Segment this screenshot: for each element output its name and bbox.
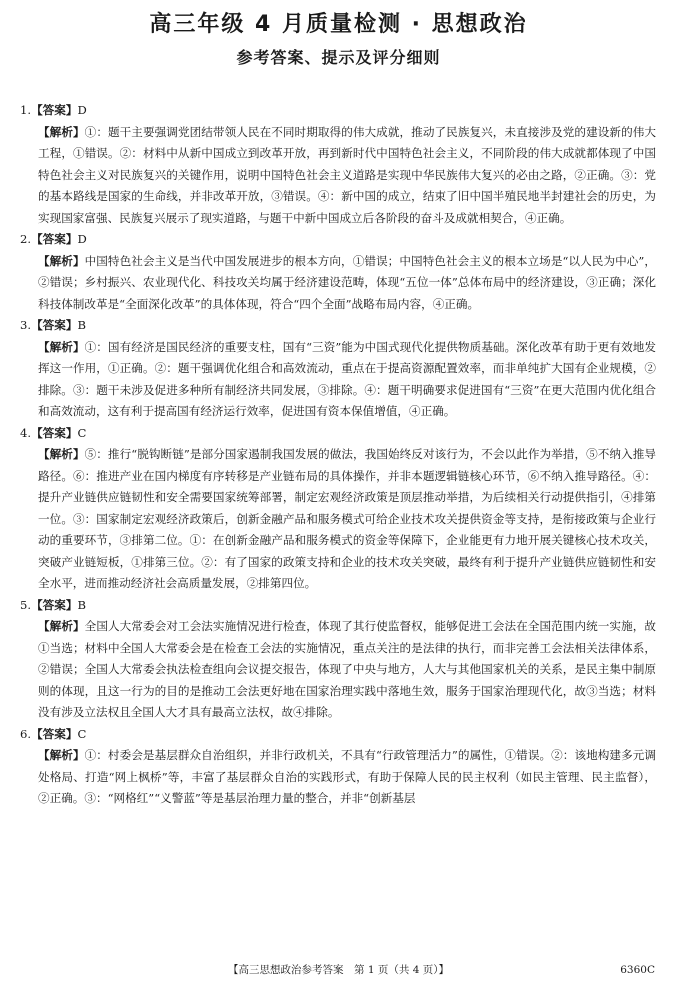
analysis-paragraph xyxy=(20,337,656,423)
answer-value: B xyxy=(77,318,86,332)
question-2 xyxy=(20,229,656,315)
page-footer: 【高三思想政治参考答案 第 1 页（共 4 页）】 xyxy=(228,964,449,976)
answer-tag: 【答案】 xyxy=(31,318,78,332)
question-5 xyxy=(20,595,656,724)
answer-line xyxy=(20,724,656,746)
answer-line xyxy=(20,315,656,337)
question-number: 5. xyxy=(20,597,32,612)
answer-tag: 【答案】 xyxy=(31,425,78,440)
analysis-tag: 【解析】 xyxy=(38,748,85,762)
answer-tag: 【答案】 xyxy=(31,597,78,612)
question-6 xyxy=(20,724,656,810)
answer-value: C xyxy=(77,425,87,440)
analysis-text: 全国人大常委会对工会法实施情况进行检查，体现了其行使监督权，能够促进工会法在全国范围内统一实施，故①当选；材料中全国人大常委会是在检查工会法的实施情况，重点关注的是法律的执行，而非完善工会法相关法律体系，②错误；全国人大常委会执法检查组向会议提交报告，体现了中央与地方，人大与其他国家机关的关系，是民主集中制原则的体现，且这一行为的目的是推动工会法更好地在国家治理实践中落地生效，服务于国家治理现代化，故③当选；材料没有涉及立法权且全国人大才具有最高立法权，故④排除。 xyxy=(38,619,656,719)
answer-tag: 【答案】 xyxy=(31,726,78,741)
page-subtitle: 参考答案、提示及评分细则 xyxy=(236,48,441,67)
analysis-paragraph xyxy=(20,122,656,230)
answer-line xyxy=(20,100,656,122)
analysis-tag: 【解析】 xyxy=(38,253,85,268)
question-number: 4. xyxy=(20,425,32,440)
analysis-paragraph xyxy=(20,616,656,724)
answer-line xyxy=(20,229,656,251)
analysis-tag: 【解析】 xyxy=(38,124,85,139)
answer-value: D xyxy=(77,232,87,246)
question-number: 2. xyxy=(20,232,32,246)
analysis-text: 中国特色社会主义是当代中国发展进步的根本方向，①错误；中国特色社会主义的根本立场是“以人民为中心”，②错误；乡村振兴、农业现代化、科技攻关均属于经济建设范畴，体现“五位一体”总体布局中的经济建设，③正确；深化科技体制改革是“全面深化改革”的具体体现，符合“四个全面”战略布局内容，④正确。 xyxy=(38,253,656,311)
analysis-text: ①：题干主要强调党团结带领人民在不同时期取得的伟大成就，推动了民族复兴，未直接涉及党的建设新的伟大工程，①错误。②：材料中从新中国成立到改革开放，再到新时代中国特色社会主义，不同阶段的伟大成就都体现了中国特色社会主义对民族复兴的关键作用，说明中国特色社会主义道路是实现中华民族伟大复兴的必由之路，②正确。③：党的基本路线是国家的生命线，并非改革开放，③错误。④：新中国的成立，结束了旧中国半殖民地半封建社会的历史，为实现国家富强、民族复兴展示了现实道路，与题干中新中国成立后各阶段的奋斗及成就相契合，④正确。 xyxy=(38,124,656,225)
answer-value: B xyxy=(77,597,86,612)
question-number: 3. xyxy=(20,318,32,332)
question-1 xyxy=(20,100,656,229)
analysis-tag: 【解析】 xyxy=(38,619,85,633)
analysis-text: ①：国有经济是国民经济的重要支柱，国有“三资”能为中国式现代化提供物质基础。深化改革有助于更有效地发挥这一作用，①正确。②：题干强调优化组合和高效流动，重点在于提高资源配置效率，而非单纯扩大国有企业规模，②排除。③：题干未涉及促进多种所有制经济共同发展，③排除。④：题干明确要求促进国有“三资”在更大范围内优化组合和高效流动，这有利于提高国有经济运行效率，促进国有资本保值增值，④正确。 xyxy=(38,339,656,418)
analysis-paragraph xyxy=(20,444,656,595)
question-4 xyxy=(20,423,656,595)
question-3 xyxy=(20,315,656,423)
answer-line xyxy=(20,595,656,617)
analysis-paragraph xyxy=(20,745,656,810)
analysis-tag: 【解析】 xyxy=(38,339,85,354)
answer-value: C xyxy=(77,726,87,741)
answer-content xyxy=(20,100,656,810)
analysis-text: ①：村委会是基层群众自治组织，并非行政机关，不具有“行政管理活力”的属性，①错误。②：该地构建多元调处格局、打造“网上枫桥”等，丰富了基层群众自治的实践形式，有助于保障人民的民主权利（如民主管理、民主监督），②正确。③：“网格红”“义警蓝”等是基层治理力量的整合，并非“创新基层 xyxy=(38,748,656,805)
answer-value: D xyxy=(77,103,87,117)
answer-line xyxy=(20,423,656,445)
answer-tag: 【答案】 xyxy=(31,232,78,246)
document-code: 6360C xyxy=(620,964,655,976)
question-number: 6. xyxy=(20,726,32,741)
page-title: 高三年级 4 月质量检测 · 思想政治 xyxy=(149,12,528,37)
analysis-text: ⑤：推行“脱钩断链”是部分国家遏制我国发展的做法，我国始终反对该行为，不会以此作为举措，⑤不纳入推导路径。⑥：推进产业在国内梯度有序转移是产业链布局的具体操作，并非本题逻辑链核心环节，⑥不纳入推导路径。④：提升产业链供应链韧性和安全需要国家统筹部署，制定宏观经济政策是顶层推动举措，为后续相关行动提供指引，④排第一位。③：国家制定宏观经济政策后，创新金融产品和服务模式可给企业技术攻关提供资金等支持，是衔接政策与企业行动的重要环节，③排第二位。①：在创新金融产品和服务模式的资金等保障下，企业能更有力地开展关键核心技术攻关，突破产业链短板，①排第三位。②：有了国家的政策支持和企业的技术攻关突破，最终有利于提升产业链供应链韧性和安全水平，进而推动经济社会高质量发展，②排第四位。 xyxy=(38,447,656,590)
analysis-paragraph xyxy=(20,251,656,316)
analysis-tag: 【解析】 xyxy=(38,447,85,461)
answer-tag: 【答案】 xyxy=(31,103,78,117)
question-number: 1. xyxy=(20,103,32,117)
